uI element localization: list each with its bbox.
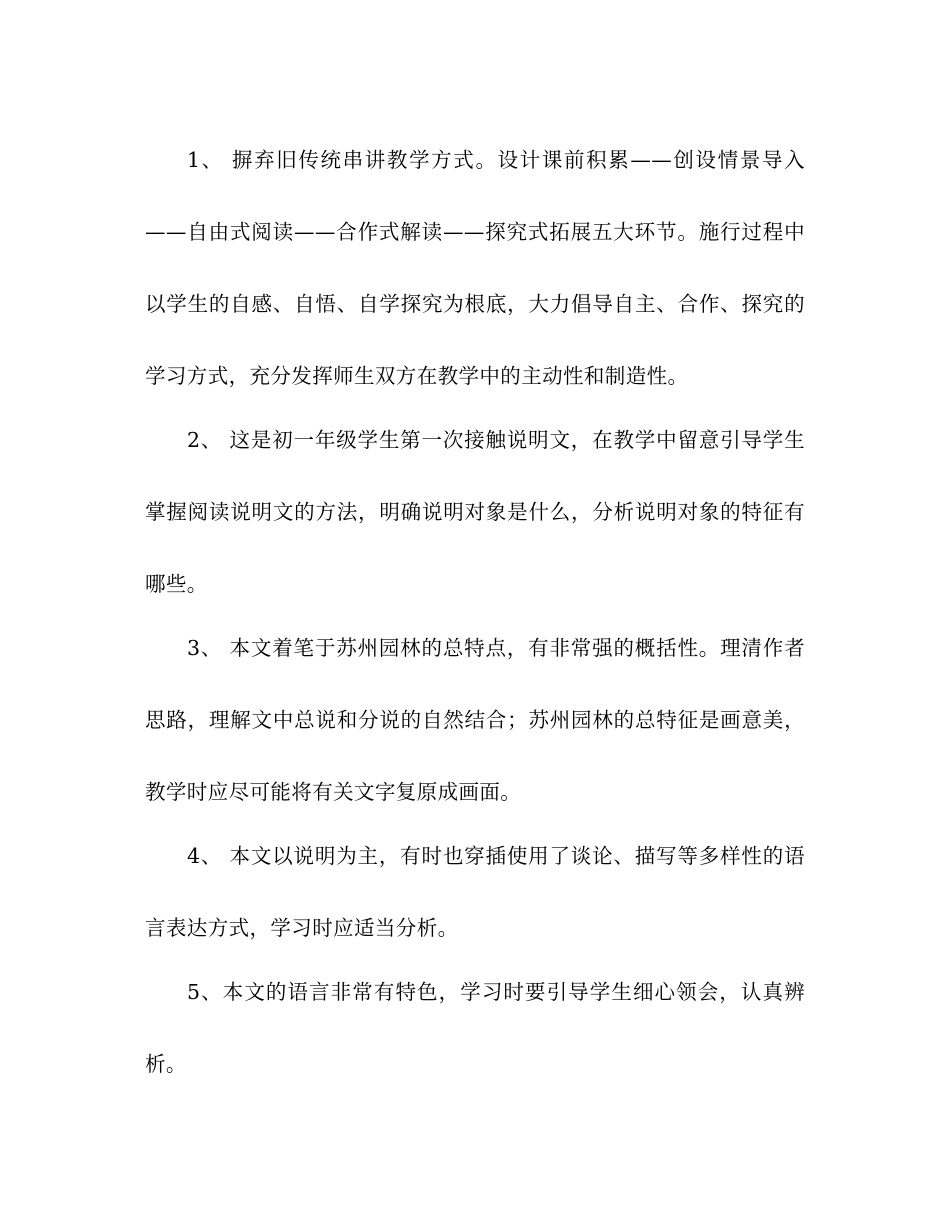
paragraph-3: 3、 本文着笔于苏州园林的总特点，有非常强的概括性。理清作者思路，理解文中总说和分说的自然结合；苏州园林的总特征是画意美，教学时应尽可能将有关文字复原成画面。 — [145, 636, 805, 804]
paragraph-1: 1、 摒弃旧传统串讲教学方式。设计课前积累——创设情景导入——自由式阅读——合作式解读——探究式拓展五大环节。施行过程中以学生的自感、自悟、自学探究为根底，大力倡导自主、合作、探究的学习方式，充分发挥师生双方在教学中的主动性和制造性。 — [145, 148, 805, 388]
paragraph-4: 4、 本文以说明为主，有时也穿插使用了谈论、描写等多样性的语言表达方式，学习时应适当分析。 — [145, 844, 805, 940]
paragraph-5: 5、本文的语言非常有特色，学习时要引导学生细心领会，认真辨析。 — [145, 980, 805, 1076]
paragraph-2: 2、 这是初一年级学生第一次接触说明文，在教学中留意引导学生掌握阅读说明文的方法，明确说明对象是什么，分析说明对象的特征有哪些。 — [145, 428, 805, 596]
